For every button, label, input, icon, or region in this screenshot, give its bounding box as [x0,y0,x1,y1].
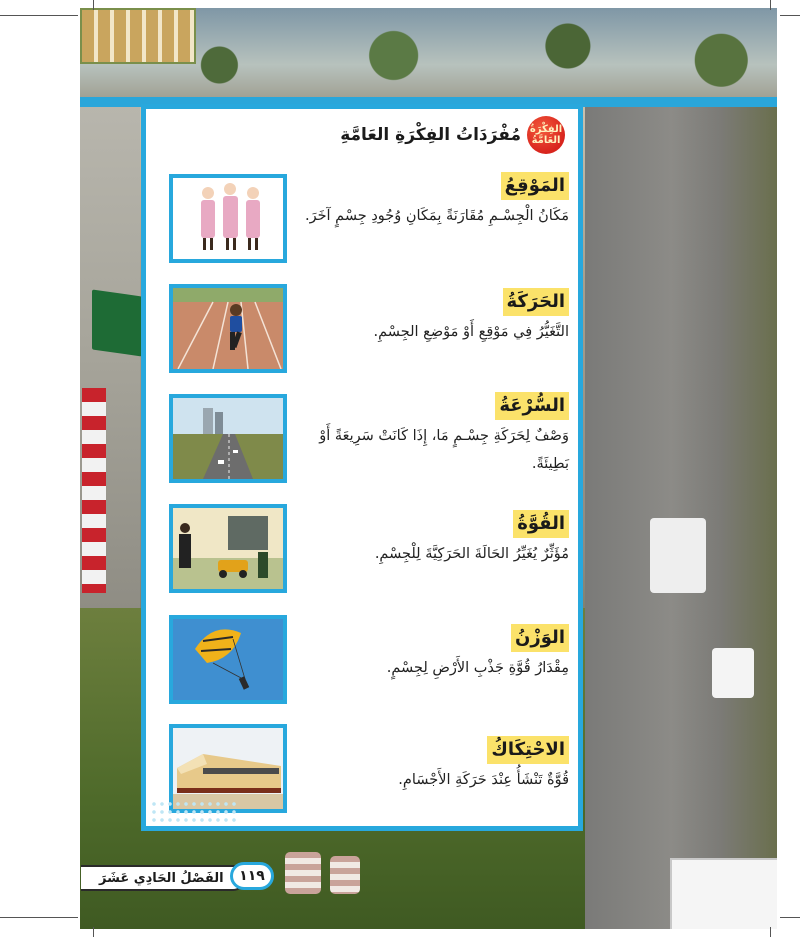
vocabulary-panel [141,104,583,831]
crop-mark [780,15,800,16]
vocab-text [301,392,569,478]
girls-image [169,174,287,263]
running-boy-image [169,284,287,373]
badge-line1: الفِكْرَةُ [529,124,563,135]
striped-barrier [330,856,360,894]
chapter-tab [81,865,245,891]
bus-image [650,518,706,593]
vocab-text [301,510,569,568]
crop-mark [770,0,771,10]
vocab-definition: مُؤَثِّرٌ يُغَيِّرُ الحَالَةَ الحَرَكِيَّةَ لِلْجِسْمِ. [374,546,569,562]
vocab-term: الاحْتِكَاكُ [487,736,569,764]
vocab-term: القُوَّةُ [513,510,569,538]
parachute-image [169,615,287,704]
vocab-definition: مَكَانُ الْجِسْـمِ مُقَارَنَةً بِمَكَانِ وُجُودِ جِسْمٍ آخَرَ. [304,208,569,224]
striped-pole [82,388,106,593]
vocab-definition: التَّغَيُّرُ فِي مَوْقِعِ أَوْ مَوْضِعِ الجِسْمِ. [373,324,569,340]
vocab-text [301,624,569,682]
panel-header [340,118,565,152]
crop-mark [780,917,800,918]
striped-barrier [285,852,321,894]
page-title: مُفْرَدَاتُ الفِكْرَةِ العَامَّةِ [340,125,521,145]
vocab-text [301,736,569,794]
vocab-term: المَوْقِعُ [501,172,569,200]
billboard-photos [80,8,196,64]
vocab-definition: وَصْفٌ لِحَرَكَةِ جِسْـمٍ مَا، إِذَا كَانَتْ سَرِيعَةً أَوْ بَطِيئَةً. [319,428,569,472]
mower-image [169,504,287,593]
vocab-term: السُّرْعَةُ [495,392,569,420]
flag-image [92,289,142,356]
van-image [712,648,754,698]
badge-line2: العَامَّةُ [531,135,561,146]
vocab-term: الحَرَكَةُ [503,288,569,316]
crop-mark [93,927,94,937]
vocab-text [301,172,569,230]
highway-image [169,394,287,483]
crop-mark [0,917,78,918]
dot-pattern [150,800,240,826]
vocab-text [301,288,569,346]
highway-traffic [585,103,777,929]
roadside-billboard [670,858,777,929]
crop-mark [0,15,78,16]
big-idea-badge [527,116,565,154]
chapter-title: الفَصْلُ الحَادِي عَشَرَ [99,870,224,886]
vocab-term: الوَزْنُ [511,624,569,652]
crop-mark [770,927,771,937]
vocab-definition: مِقْدَارُ قُوَّةِ جَذْبِ الأَرْضِ لِجِسْمٍ. [386,660,569,676]
page-number: ١١٩ [230,862,274,890]
crop-mark [93,0,94,10]
vocab-definition: قُوَّةٌ تَنْشَأُ عِنْدَ حَرَكَةِ الأَجْسَامِ. [398,772,569,788]
